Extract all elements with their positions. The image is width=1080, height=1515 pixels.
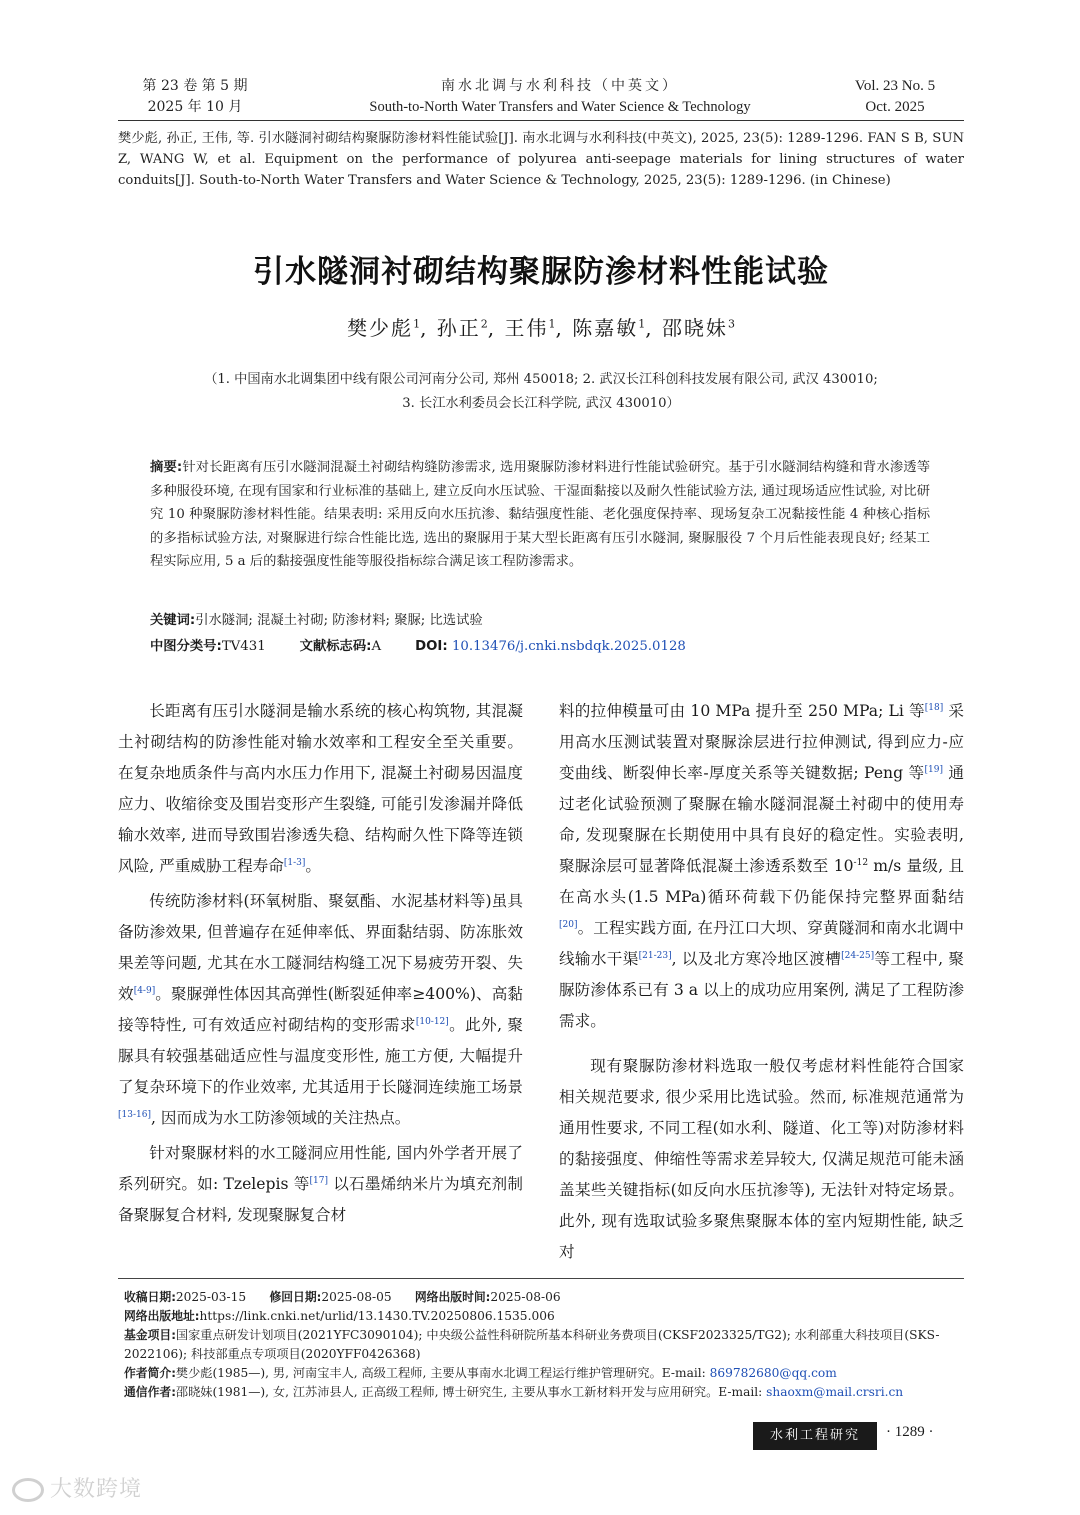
reference-link[interactable]: [17] [309, 1175, 329, 1186]
header-vol-no: Vol. 23 No. 5 [854, 78, 936, 94]
author-affil-sup: 1 [638, 317, 646, 331]
watermark [12, 1472, 142, 1503]
body-paragraph: 针对聚脲材料的水工隧洞应用性能, 国内外学者开展了系列研究。如: Tzelepis 等[17] 以石墨烯纳米片为填充剂制备聚脲复合材料, 发现聚脲复合材 [118, 1144, 523, 1224]
reference-link[interactable]: [19] [924, 764, 943, 775]
reference-link[interactable]: [18] [924, 702, 944, 713]
author-email-link[interactable]: 869782680@qq.com [709, 1366, 837, 1380]
author-affil-sup: 1 [548, 317, 556, 331]
journal-name-en: South-to-North Water Transfers and Water Science & Technology [369, 99, 751, 115]
affiliation-line: 3. 长江水利委员会长江科学院, 武汉 430010） [402, 396, 680, 411]
clc-label: 中图分类号: [150, 639, 222, 654]
body-paragraph: 长距离有压引水隧洞是输水系统的核心构筑物, 其混凝土衬砌结构的防渗性能对输水效率和工程安全至关重要。在复杂地质条件与高内水压力作用下, 混凝土衬砌易因温度应力、收缩徐变及围岩变形产生裂缝, 可能引发渗漏并降低输水效率, 进而导致围岩渗透失稳、结构耐久性下降等连锁风险, 严重威胁工程寿命[1-3]。 [118, 702, 523, 875]
author-name: 孙正 [436, 316, 481, 340]
corresponding-email-link[interactable]: shaoxm@mail.crsri.cn [766, 1385, 904, 1399]
doi-link[interactable]: 10.13476/j.cnki.nsbdqk.2025.0128 [451, 639, 686, 654]
footnote-author: 作者简介:樊少彪(1985—), 男, 河南宝丰人, 高级工程师, 主要从事南水北调工程运行维护管理研究。E-mail: 869782680@qq.com [124, 1366, 837, 1380]
footnotes [124, 1288, 964, 1402]
watermark-logo-icon [12, 1478, 44, 1502]
author-name: 邵晓妹 [661, 316, 728, 340]
reference-link[interactable]: [10-12] [415, 1016, 449, 1027]
journal-name-cn: 南水北调与水利科技（中英文） [441, 78, 679, 94]
header-date: 2025 年 10 月 [147, 99, 243, 115]
reference-link[interactable]: [24-25] [841, 950, 875, 961]
citation-block: 樊少彪, 孙正, 王伟, 等. 引水隧洞衬砌结构聚脲防渗材料性能试验[J]. 南水北调与水利科技(中英文), 2025, 23(5): 1289-1296. FAN S B, SUN Z, WANG W, et al. Equipment on the performance of polyurea anti-seepage materials for lining structures of water conduits[J]. South-to-North Water Transfers and Water Science & Technology, 2025, 23(5): 1289-1296. (in Chinese) [118, 131, 964, 188]
author-affil-sup: 3 [727, 317, 735, 331]
body-paragraph: 传统防渗材料(环氧树脂、聚氨酯、水泥基材料等)虽具备防渗效果, 但普遍存在延伸率低、界面黏结弱、防冻胀效果差等问题, 尤其在水工隧洞结构缝工况下易疲劳开裂、失效[4-9]。聚脲弹性体因其高弹性(断裂延伸率≥400%)、高黏接等特性, 可有效适应衬砌结构的变形需求[10-12]。此外, 聚脲具有较强基础适应性与温度变形性, 施工方便, 大幅提升了复杂环境下的作业效率, 尤其适用于长隧洞连续施工场景[13-16], 因而成为水工防渗领域的关注热点。 [118, 892, 523, 1127]
keywords [150, 610, 930, 632]
paper-title: 引水隧洞衬砌结构聚脲防渗材料性能试验 [253, 254, 829, 290]
body-column-right [559, 696, 964, 1268]
doc-code-label: 文献标志码: [299, 639, 372, 654]
section-tag: 水利工程研究 [753, 1422, 877, 1450]
reference-link[interactable]: [21-23] [638, 950, 672, 961]
header-month-en: Oct. 2025 [865, 99, 925, 115]
reference-link[interactable]: [4-9] [133, 985, 156, 996]
body-column-left [118, 696, 523, 1231]
online-url-link[interactable]: https://link.cnki.net/urlid/13.1430.TV.20250806.1535.006 [199, 1309, 555, 1323]
reference-link[interactable]: [13-16] [118, 1109, 151, 1120]
abstract-text: 针对长距离有压引水隧洞混凝土衬砌结构缝防渗需求, 选用聚脲防渗材料进行性能试验研究。基于引水隧洞结构缝和背水渗透等多种服役环境, 在现有国家和行业标准的基础上, 建立反向水压试验、干湿面黏接以及耐久性能试验方法, 通过现场适应性试验, 对比研究 10 种聚脲防渗材料性能。结果表明: 采用反向水压抗渗、黏结强度性能、老化强度保持率、现场复杂工况黏接性能 4 种核心指标的多指标试验方法, 对聚脲进行综合性能比选, 选出的聚脲用于某大型长距离有压引水隧洞, 聚脲服役 7 个月后性能表现良好; 经某工程实际应用, 5 a 后的黏接强度性能等服役指标综合满足该工程防渗需求。 [150, 460, 930, 569]
footnote-fund: 基金项目:国家重点研发计划项目(2021YFC3090104); 中央级公益性科研院所基本科研业务费项目(CKSF2023325/TG2); 水利部重大科技项目(SKS-2022106); 科技部重点专项项目(2020YFF0426368) [124, 1328, 940, 1361]
affiliation-line: （1. 中国南水北调集团中线有限公司河南分公司, 郑州 450018; 2. 武汉长江科创科技发展有限公司, 武汉 430010; [204, 372, 878, 387]
reference-link[interactable]: [20] [559, 919, 578, 930]
author-list: 樊少彪$^1$, 孙正$^2$, 王伟$^1$, 陈嘉敏$^1$, 邵晓妹$^3$ [347, 316, 735, 340]
header-vol-en [820, 76, 970, 118]
doc-code-value: A [371, 639, 382, 654]
exponent: -12 [853, 857, 869, 868]
watermark-text: 大数跨境 [50, 1477, 143, 1502]
author-affil-sup: 1 [413, 317, 421, 331]
doi-label: DOI: [415, 639, 448, 654]
body-paragraph: 料的拉伸模量可由 10 MPa 提升至 250 MPa; Li 等[18] 采用高水压测试装置对聚脲涂层进行拉伸测试, 得到应力-应变曲线、断裂伸长率-厚度关系等关键数据; Peng 等[19] 通过老化试验预测了聚脲在输水隧洞混凝土衬砌中的使用寿命, 发现聚脲在长期使用中具有良好的稳定性。实验表明, 聚脲涂层可显著降低混凝土渗透系数至 $10^{-12}$ m/s 量级, 且在高水头(1.5 MPa)循环荷载下仍能保持完整界面黏结[20]。工程实践方面, 在丹江口大坝、穿黄隧洞和南水北调中线输水干渠[21-23], 以及北方寒冷地区渡槽[24-25]等工程中, 聚脲防渗体系已有 3 a 以上的成功应用案例, 满足了工程防渗需求。 [559, 702, 964, 1030]
author-name: 王伟 [504, 316, 549, 340]
footnote-dates: 收稿日期:2025-03-15 修回日期:2025-08-05 网络出版时间:2025-08-06 [124, 1290, 561, 1304]
abstract [150, 456, 930, 574]
footnote-corresponding: 通信作者:邵晓妹(1981—), 女, 江苏沛县人, 正高级工程师, 博士研究生, 主要从事水工新材料开发与应用研究。E-mail: shaoxm@mail.crsri.cn [124, 1385, 904, 1399]
page-number: · 1289 · [886, 1424, 934, 1440]
clc-value: TV431 [221, 639, 266, 654]
author-name: 陈嘉敏 [572, 316, 639, 340]
reference-link[interactable]: [1-3] [283, 857, 306, 868]
abstract-label: 摘要: [150, 460, 183, 475]
header-volume [120, 76, 270, 118]
footnote-rule [118, 1278, 964, 1279]
keywords-text: 引水隧洞; 混凝土衬砌; 防渗材料; 聚脲; 比选试验 [195, 613, 483, 628]
header-volume-issue: 第 23 卷 第 5 期 [142, 78, 248, 94]
body-paragraph: 现有聚脲防渗材料选取一般仅考虑材料性能符合国家相关规范要求, 很少采用比选试验。然而, 标准规范通常为通用性要求, 不同工程(如水利、隧道、化工等)对防渗材料的黏接强度、伸缩性等需求差异较大, 仅满足规范可能未涵盖某些关键指标(如反向水压抗渗等), 无法针对特定场景。此外, 现有选取试验多聚焦聚脲本体的室内短期性能, 缺乏对 [559, 1057, 964, 1261]
classification-line [150, 636, 930, 658]
header-rule [118, 120, 964, 121]
header-journal [300, 76, 820, 118]
author-name: 樊少彪 [347, 316, 414, 340]
keywords-label: 关键词: [150, 613, 196, 628]
affiliations [118, 368, 964, 416]
author-affil-sup: 2 [480, 317, 488, 331]
footnote-url: 网络出版地址:https://link.cnki.net/urlid/13.1430.TV.20250806.1535.006 [124, 1309, 555, 1323]
